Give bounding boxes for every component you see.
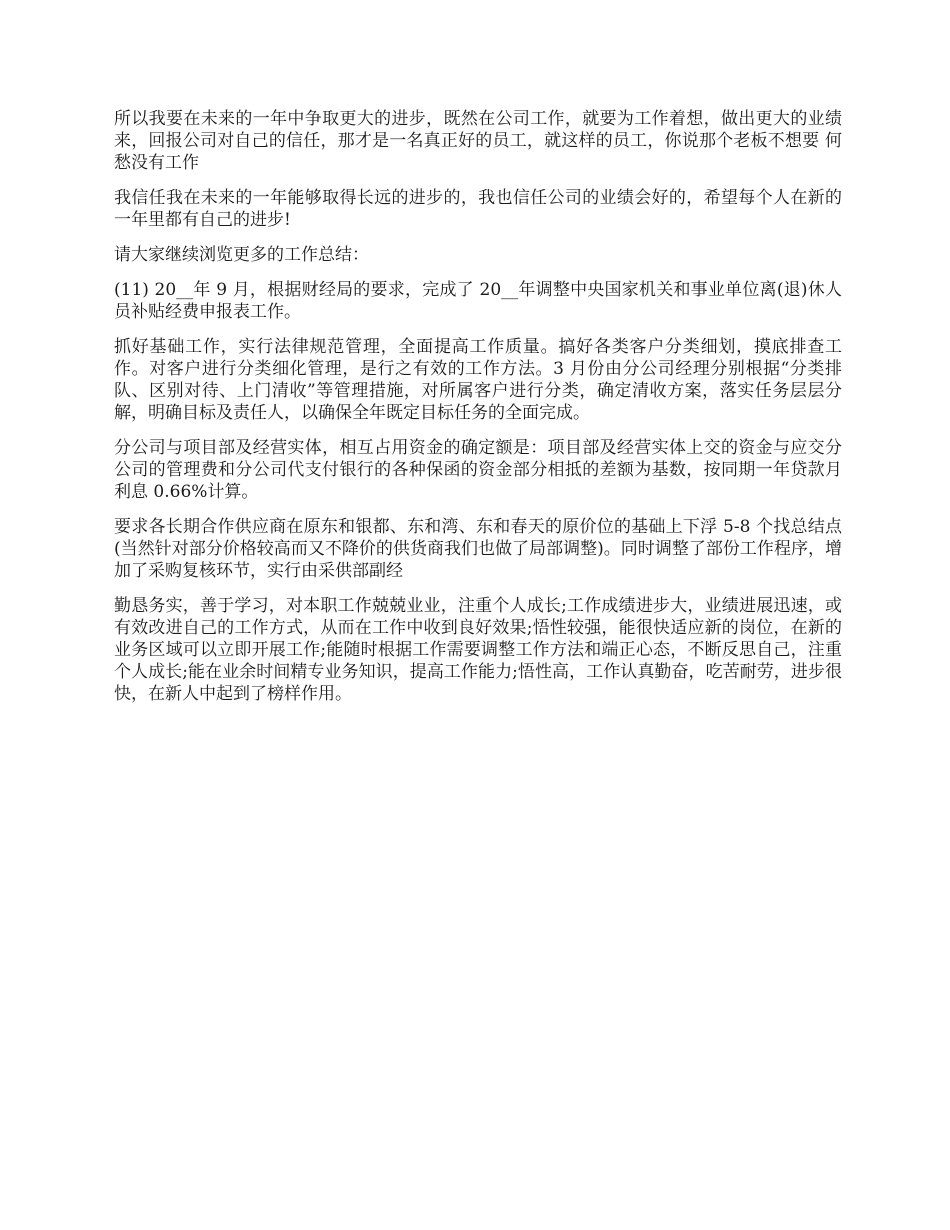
paragraph-7: 要求各长期合作供应商在原东和银都、东和湾、东和春天的原价位的基础上下浮 5-8 个找总结点(当然针对部分价格较高而又不降价的供货商我们也做了局部调整)。同时调整了部份工作程序，增加了采购复核环节，实行由采供部副经 <box>114 517 842 581</box>
paragraph-8: 勤恳务实，善于学习，对本职工作兢兢业业，注重个人成长;工作成绩进步大，业绩进展迅速，或有效改进自己的工作方式，从而在工作中收到良好效果;悟性较强，能很快适应新的岗位，在新的业务区域可以立即开展工作;能随时根据工作需要调整工作方法和端正心态，不断反思自己，注重个人成长;能在业余时间精专业务知识，提高工作能力;悟性高，工作认真勤奋，吃苦耐劳，进步很快，在新人中起到了榜样作用。 <box>114 596 842 704</box>
paragraph-6: 分公司与项目部及经营实体，相互占用资金的确定额是：项目部及经营实体上交的资金与应交分公司的管理费和分公司代支付银行的各种保函的资金部分相抵的差额为基数，按同期一年贷款月利息 0.66%计算。 <box>114 438 842 502</box>
paragraph-2: 我信任我在未来的一年能够取得长远的进步的，我也信任公司的业绩会好的，希望每个人在新的一年里都有自己的进步! <box>114 188 842 230</box>
document-body <box>114 108 842 718</box>
paragraph-5: 抓好基础工作，实行法律规范管理，全面提高工作质量。搞好各类客户分类细划，摸底排查工作。对客户进行分类细化管理，是行之有效的工作方法。3 月份由分公司经理分别根据“分类排队、区别对待、上门清收”等管理措施，对所属客户进行分类，确定清收方案，落实任务层层分解，明确目标及责任人，以确保全年既定目标任务的全面完成。 <box>114 337 842 423</box>
paragraph-4: (11) 20__年 9 月，根据财经局的要求，完成了 20__年调整中央国家机关和事业单位离(退)休人员补贴经费申报表工作。 <box>114 280 842 322</box>
paragraph-1: 所以我要在未来的一年中争取更大的进步，既然在公司工作，就要为工作着想，做出更大的业绩来，回报公司对自己的信任，那才是一名真正好的员工，就这样的员工，你说那个老板不想要 何愁没有工作 <box>114 109 842 173</box>
paragraph-3: 请大家继续浏览更多的工作总结： <box>114 245 369 265</box>
